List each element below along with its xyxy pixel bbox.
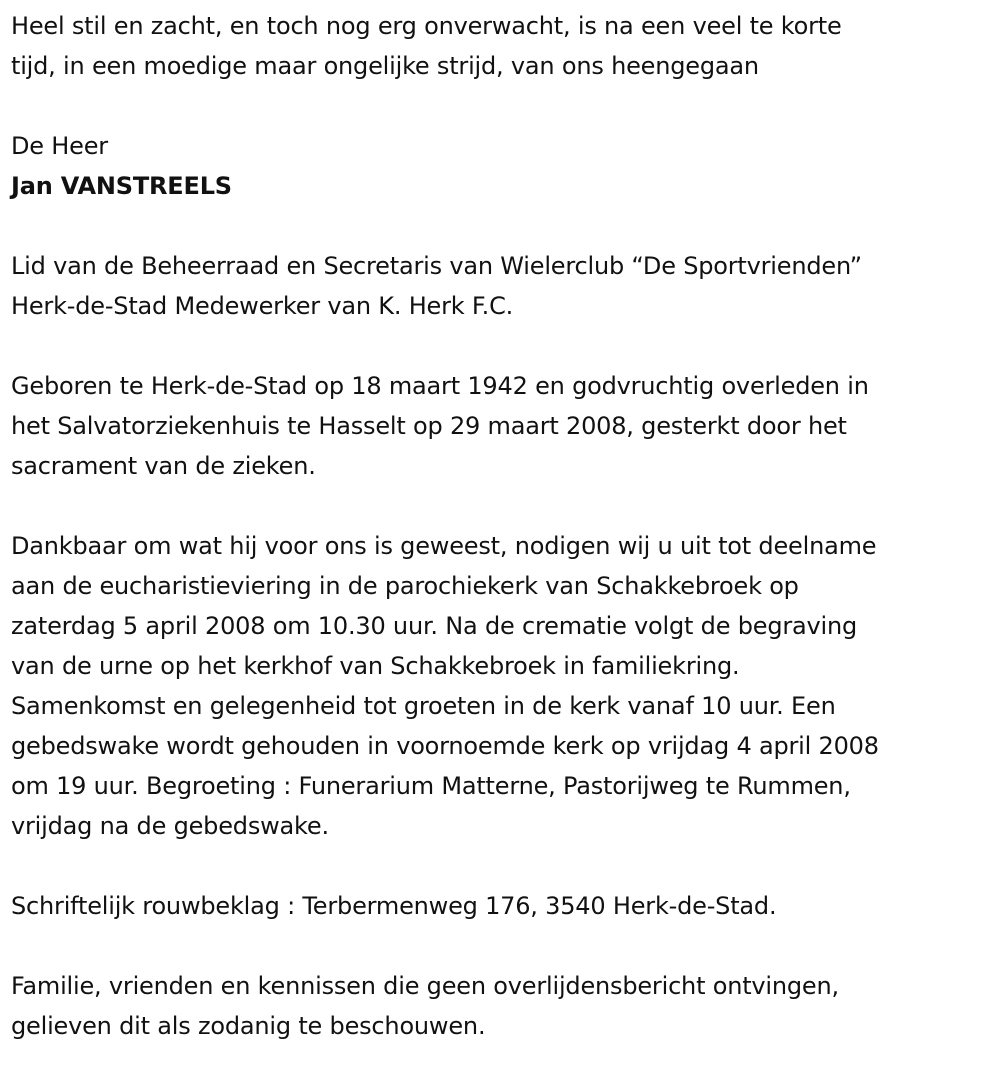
ceremony-line: aan de eucharistieviering in de parochiekerk van Schakkebroek op [11, 572, 799, 600]
intro-paragraph [11, 6, 996, 86]
ceremony-line: Samenkomst en gelegenheid tot groeten in de kerk vanaf 10 uur. Een [11, 692, 836, 720]
closing-line: Familie, vrienden en kennissen die geen overlijdensbericht ontvingen, [11, 972, 839, 1000]
roles-paragraph [11, 246, 996, 326]
ceremony-line: gebedswake wordt gehouden in voornoemde kerk op vrijdag 4 april 2008 [11, 732, 879, 760]
ceremony-line: Dankbaar om wat hij voor ons is geweest, nodigen wij u uit tot deelname [11, 532, 877, 560]
closing-line: gelieven dit als zodanig te beschouwen. [11, 1012, 486, 1040]
intro-line: tijd, in een moedige maar ongelijke strijd, van ons heengegaan [11, 52, 759, 80]
ceremony-paragraph [11, 526, 996, 846]
birth-death-line: het Salvatorziekenhuis te Hasselt op 29 maart 2008, gesterkt door het [11, 412, 847, 440]
ceremony-line: zaterdag 5 april 2008 om 10.30 uur. Na de crematie volgt de begraving [11, 612, 858, 640]
deceased-name: Jan VANSTREELS [11, 172, 232, 200]
condolence-address: Schriftelijk rouwbeklag : Terbermenweg 176, 3540 Herk-de-Stad. [11, 892, 777, 920]
roles-line: Herk-de-Stad Medewerker van K. Herk F.C. [11, 292, 514, 320]
salutation: De Heer [11, 132, 108, 160]
birth-death-line: Geboren te Herk-de-Stad op 18 maart 1942 en godvruchtig overleden in [11, 372, 869, 400]
obituary-notice [11, 6, 996, 1046]
spacer [11, 206, 996, 246]
birth-death-paragraph [11, 366, 996, 486]
birth-death-line: sacrament van de zieken. [11, 452, 316, 480]
ceremony-line: van de urne op het kerkhof van Schakkebroek in familiekring. [11, 652, 740, 680]
spacer [11, 326, 996, 366]
ceremony-line: vrijdag na de gebedswake. [11, 812, 329, 840]
ceremony-line: om 19 uur. Begroeting : Funerarium Matterne, Pastorijweg te Rummen, [11, 772, 851, 800]
spacer [11, 86, 996, 126]
spacer [11, 926, 996, 966]
closing-paragraph [11, 966, 996, 1046]
spacer [11, 846, 996, 886]
spacer [11, 486, 996, 526]
roles-line: Lid van de Beheerraad en Secretaris van Wielerclub “De Sportvrienden” [11, 252, 862, 280]
intro-line: Heel stil en zacht, en toch nog erg onverwacht, is na een veel te korte [11, 12, 842, 40]
